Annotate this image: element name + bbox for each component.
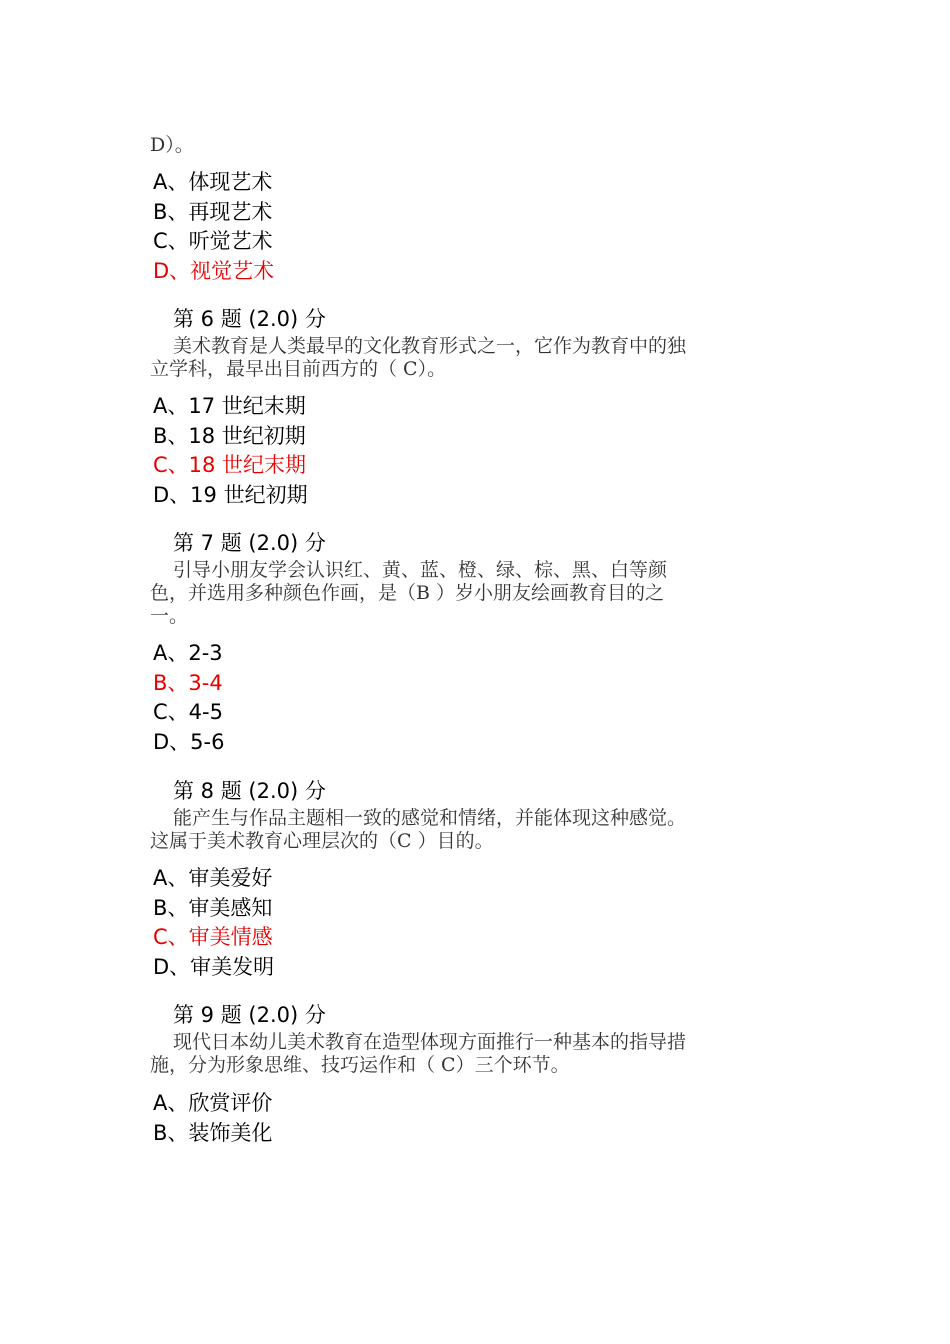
question-9-option-a: A、欣赏评价 <box>153 1091 273 1115</box>
question-6-option-d: D、19 世纪初期 <box>153 483 308 507</box>
question-6-heading: 第 6 题 (2.0) 分 <box>173 307 326 331</box>
option-a: A、体现艺术 <box>153 170 273 194</box>
question-8-stem-line-2: 这属于美术教育心理层次的（C ）目的。 <box>150 830 494 852</box>
question-8-option-a: A、审美爱好 <box>153 866 273 890</box>
question-7-option-c: C、4-5 <box>153 700 223 724</box>
question-9-stem-line-2: 施，分为形象思维、技巧运作和（ C）三个环节。 <box>150 1054 570 1076</box>
question-7-option-b-correct: B、3-4 <box>153 671 223 695</box>
option-c: C、听觉艺术 <box>153 229 273 253</box>
question-6-option-a: A、17 世纪末期 <box>153 394 306 418</box>
question-7-stem-line-3: 一。 <box>150 605 189 627</box>
question-6-stem-line-1: 美术教育是人类最早的文化教育形式之一，它作为教育中的独 <box>173 335 687 357</box>
question-8-option-b: B、审美感知 <box>153 896 273 920</box>
option-b: B、再现艺术 <box>153 200 273 224</box>
question-6-option-b: B、18 世纪初期 <box>153 424 306 448</box>
question-stem-tail: D）。 <box>150 134 194 156</box>
question-7-stem-line-1: 引导小朋友学会认识红、黄、蓝、橙、绿、棕、黑、白等颜 <box>173 559 668 581</box>
question-9-option-b: B、装饰美化 <box>153 1121 273 1145</box>
question-9-heading: 第 9 题 (2.0) 分 <box>173 1003 326 1027</box>
question-8-stem-line-1: 能产生与作品主题相一致的感觉和情绪，并能体现这种感觉。 <box>173 807 687 829</box>
question-7-option-a: A、2-3 <box>153 641 223 665</box>
question-7-heading: 第 7 题 (2.0) 分 <box>173 531 326 555</box>
question-8-option-d: D、审美发明 <box>153 955 275 979</box>
question-7-option-d: D、5-6 <box>153 730 225 754</box>
question-6-stem-line-2: 立学科，最早出目前西方的（ C）。 <box>150 358 447 380</box>
question-7-stem-line-2: 色，并选用多种颜色作画，是（B ）岁小朋友绘画教育目的之 <box>150 582 665 604</box>
question-9-stem-line-1: 现代日本幼儿美术教育在造型体现方面推行一种基本的指导措 <box>173 1031 687 1053</box>
option-d-correct: D、视觉艺术 <box>153 259 275 283</box>
question-6-option-c-correct: C、18 世纪末期 <box>153 453 307 477</box>
question-8-option-c-correct: C、审美情感 <box>153 925 273 949</box>
question-8-heading: 第 8 题 (2.0) 分 <box>173 779 326 803</box>
